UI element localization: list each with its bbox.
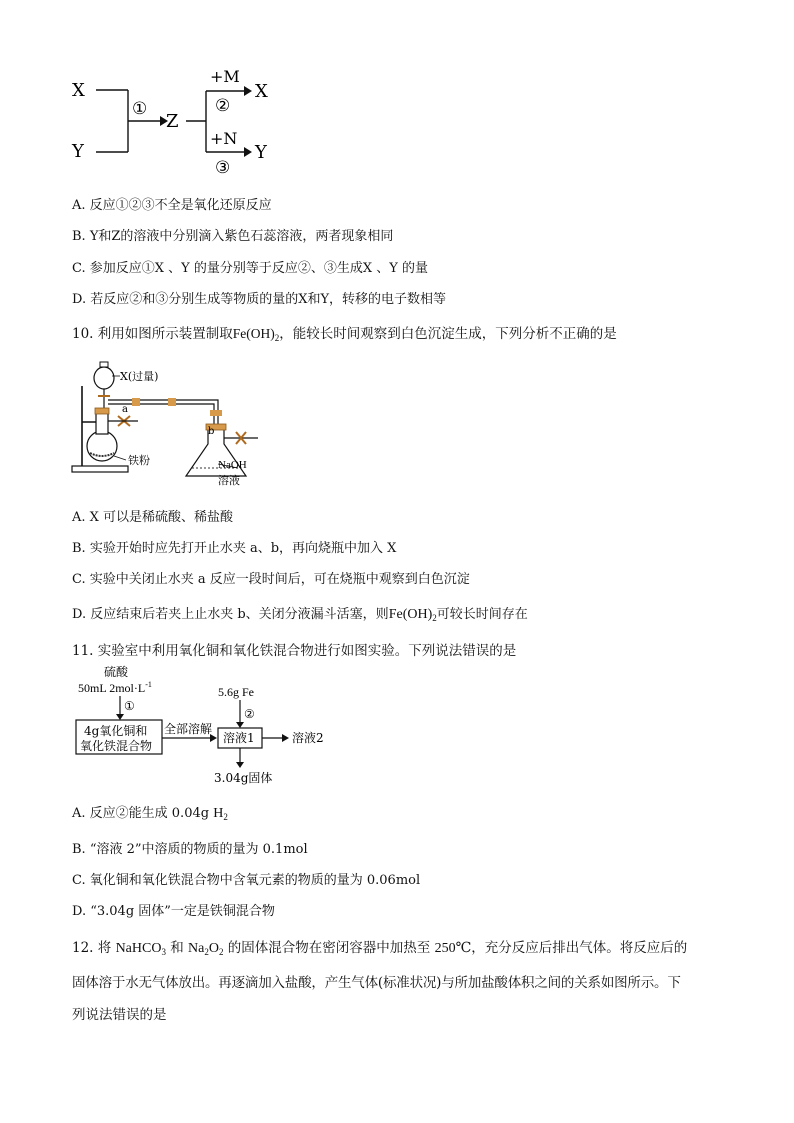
step-1-label: ① (132, 99, 148, 119)
flow-box-line-1: 4g氧化铜和 (84, 724, 148, 738)
reagent-m-label: +M (210, 67, 240, 86)
flow-acid-arrow-head (116, 714, 124, 720)
label-iron-powder: 铁粉 (128, 454, 150, 467)
q10-stem-pre: 10. 利用如图所示装置制取 (72, 326, 233, 342)
step-3-label: ③ (215, 158, 231, 178)
label-naoh-solution: 溶液 (218, 474, 240, 487)
flask-stopper (95, 408, 109, 414)
reagent-n-label: +N (210, 129, 238, 148)
q10-apparatus-figure (68, 356, 268, 496)
q11-option-b: B. “溶液 2”中溶质的物质的量为 0.1mol (72, 842, 308, 857)
flow-fe-label: 5.6g Fe (218, 685, 254, 699)
flow-dissolve-label: 全部溶解 (164, 722, 213, 736)
product-x-label: X (255, 81, 268, 102)
q10-option-d: D. 反应结束后若夹上止水夹 b、关闭分液漏斗活塞，则$Fe(OH)_2$可较长时间存在 (72, 607, 528, 623)
label-x-reagent: X(过量) (120, 370, 159, 383)
q11-option-d: D. “3.04g 固体”一定是铁铜混合物 (72, 904, 275, 919)
flow-solution1-label: 溶液1 (223, 731, 255, 745)
q10-formula: $Fe(OH)_2$ (232, 326, 280, 343)
flow-solution2-label: 溶液2 (292, 731, 324, 745)
q9-option-a: A. 反应①②③不全是氧化还原反应 (72, 198, 272, 213)
q10-stem-post: ，能较长时间观察到白色沉淀生成，下列分析不正确的是 (279, 326, 617, 342)
label-naoh: NaOH (218, 459, 247, 471)
branch-bottom-arrow-head (244, 147, 252, 157)
stand-base (72, 466, 128, 472)
flow-acid-label: 硫酸 (104, 665, 129, 679)
tube-joint-2 (168, 398, 176, 406)
q11-stem: 11. 实验室中利用氧化铜和氧化铁混合物进行如图实验。下列说法错误的是 (72, 643, 517, 659)
q9-option-c: C. 参加反应①X 、Y 的量分别等于反应②、③生成X 、Y 的量 (72, 261, 428, 276)
reactant-y-label: Y (72, 141, 84, 162)
q9-option-d: D. 若反应②和③分别生成等物质的量的X和Y，转移的电子数相等 (72, 292, 447, 307)
product-z-label: Z (166, 111, 179, 132)
q11-option-c: C. 氧化铜和氧化铁混合物中含氧元素的物质的量为 0.06mol (72, 873, 421, 888)
reaction-scheme-diagram (60, 62, 300, 182)
funnel-stopper (100, 362, 108, 367)
tube-joint-3 (210, 410, 222, 416)
label-clamp-a: a (122, 404, 128, 415)
q12-line-1: 12. 将 NaHCO$_3$ 和 $Na_2O_2$ 的固体混合物在密闭容器中加热至 250℃，充分反应后排出气体。将反应后的 (72, 940, 688, 957)
flow-step-2: ② (244, 707, 255, 721)
separatory-funnel-bulb (94, 367, 114, 389)
q11-flow-diagram (70, 664, 350, 792)
product-y-label: Y (255, 142, 267, 163)
flow-solution2-arrow-head (282, 734, 289, 742)
tube-joint-1 (132, 398, 140, 406)
q12-line-2: 固体溶于水无气体放出。再逐滴加入盐酸，产生气体(标准状况)与所加盐酸体积之间的关系如图所示。下 (72, 975, 681, 991)
flow-acid-amount: 50mL $2mol\cdot L^{-1}$ (78, 680, 152, 695)
q11-option-a: A. 反应②能生成 0.04g $H_2$ (72, 806, 228, 822)
q10-option-c: C. 实验中关闭止水夹 a 反应一段时间后，可在烧瓶中观察到白色沉淀 (72, 572, 470, 587)
flow-box-line-2: 氧化铁混合物 (80, 739, 153, 753)
flow-solid-arrow-head (236, 762, 244, 768)
q10-stem (72, 322, 617, 343)
flow-fe-arrow-head (236, 722, 244, 728)
q9-option-b: B. Y和Z的溶液中分别滴入紫色石蕊溶液，两者现象相同 (72, 229, 394, 244)
q10-option-a: A. X 可以是稀硫酸、稀盐酸 (72, 510, 234, 525)
branch-top-arrow-head (244, 86, 252, 96)
q10-option-b: B. 实验开始时应先打开止水夹 a、b，再向烧瓶中加入 X (72, 541, 397, 556)
flow-solid-label: 3.04g固体 (214, 771, 273, 785)
q12-line-3: 列说法错误的是 (72, 1007, 167, 1023)
flask-neck (96, 412, 108, 434)
label-iron-pointer (114, 456, 126, 460)
flow-step-1: ① (124, 699, 135, 713)
step-2-label: ② (215, 96, 231, 116)
label-clamp-b: b (208, 426, 215, 437)
reactant-x-label: X (72, 80, 85, 101)
